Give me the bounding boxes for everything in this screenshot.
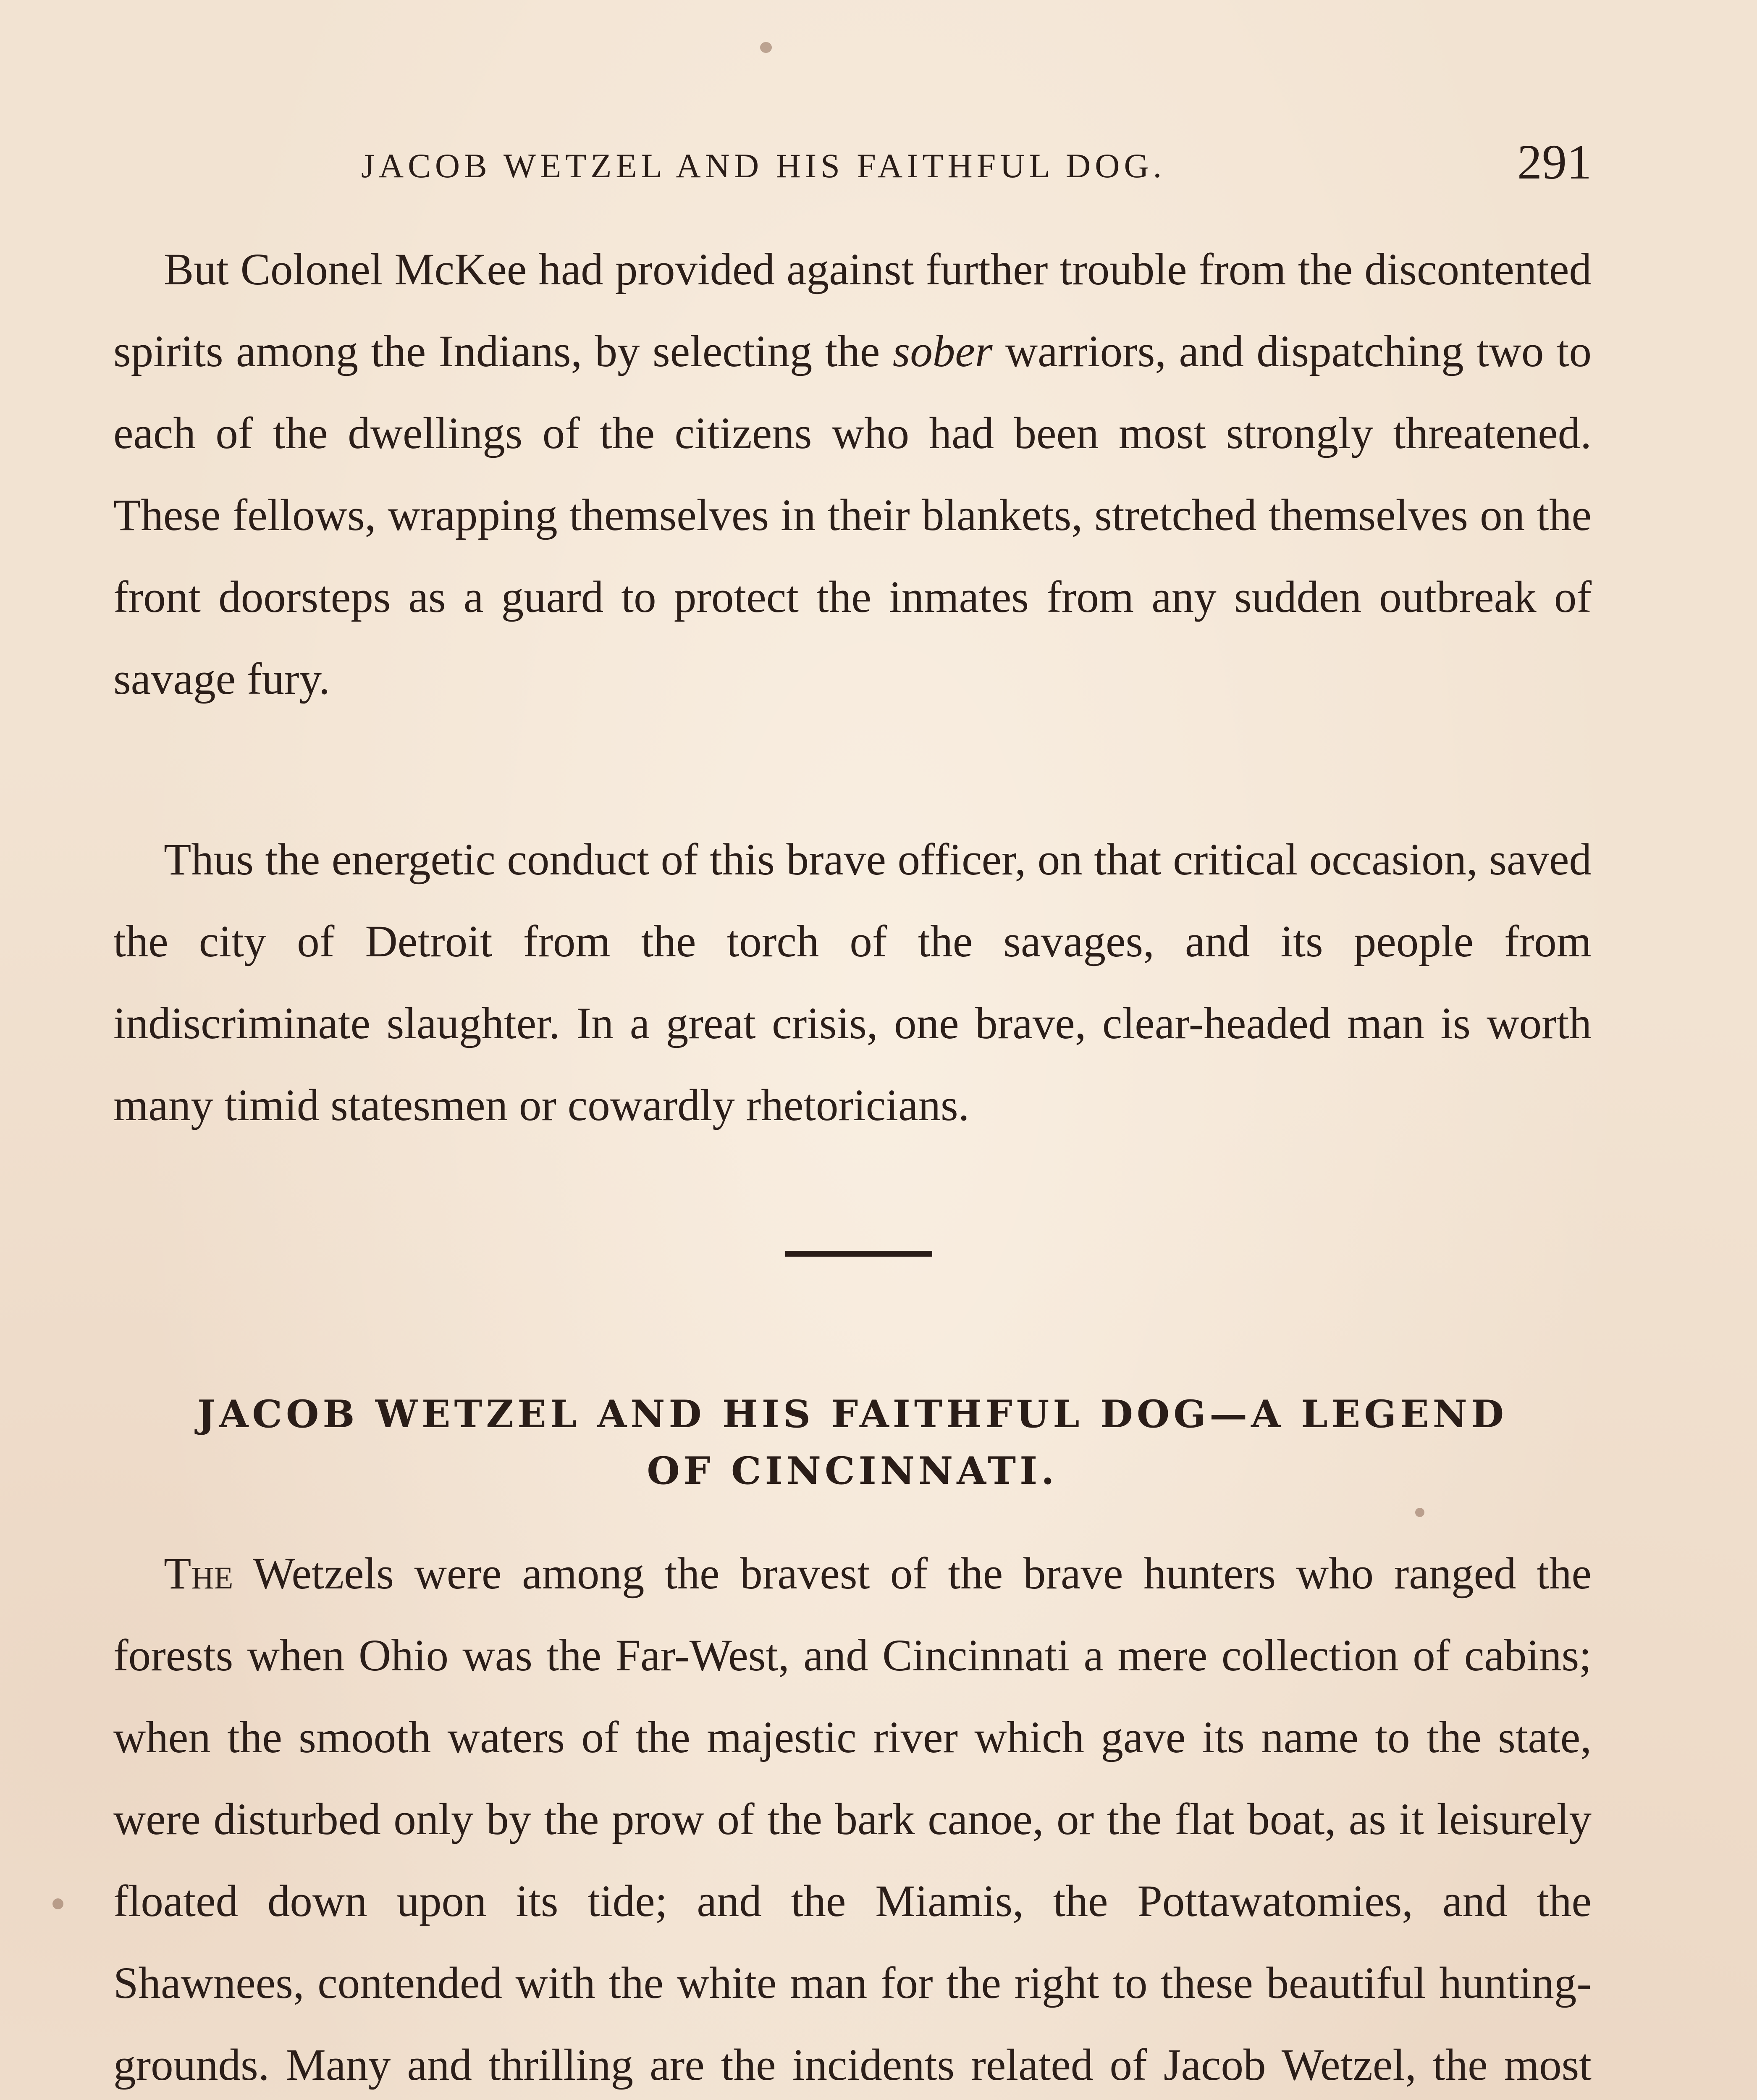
paper-speck — [52, 1898, 63, 1909]
paragraph-text: warriors, and dispatching two to each of the dwellings of the citizens who had been most strongly threatened. These fellows, wrapping themselves in their blankets, stretched themselves on the front doorsteps as a guard to protect the inmates from any sudden outbreak of savage fury. — [113, 327, 1592, 704]
section-heading-line1: JACOB WETZEL AND HIS FAITHFUL DOG—A LEGEND — [197, 1392, 1508, 1436]
paragraph-mckee-guard — [113, 229, 1592, 720]
section-divider — [785, 1251, 932, 1257]
paragraph-wetzels-intro — [113, 1533, 1592, 2100]
italic-word: sober — [892, 327, 993, 376]
paragraph-block-1 — [113, 229, 1592, 720]
paragraph-block-3 — [113, 1533, 1592, 2100]
paragraph-detroit-saved: Thus the energetic conduct of this brave officer, on that critical occasion, saved the city of Detroit from the torch of the savages, and its people from indiscriminate slaughter. In a great crisis, one brave, clear-headed man is worth many timid statesmen or cowardly rhetoricians. — [113, 835, 1592, 1130]
paragraph-text: But Colonel McKee had provided against further trouble from the discontented spirits among the Indians, by selecting the — [113, 245, 1592, 376]
running-header — [113, 134, 1592, 188]
section-heading — [113, 1386, 1592, 1499]
paper-speck — [1415, 1508, 1424, 1517]
section-heading-line2: OF CINCINNATI. — [647, 1449, 1058, 1493]
running-title: JACOB WETZEL AND HIS FAITHFUL DOG. — [361, 147, 1166, 185]
lead-word: The — [164, 1549, 233, 1599]
paper-speck — [760, 42, 772, 53]
paragraph-block-2 — [113, 819, 1592, 1147]
paragraph-text: Wetzels were among the bravest of the brave hunters who ranged the forests when Ohio was the Far-West, and Cincinnati a mere collection of cabins; when the smooth waters of the majestic river which gave its name to the state, were disturbed only by the prow of the bark canoe, or the flat boat, as it leisurely floated down upon its tide; and the Miamis, the Pottawatomies, and the Shawnees, contended with the white man for the right to these beautiful hunting-grounds. Many and thrilling are the incidents related of Jacob Wetzel, the most — [113, 1549, 1592, 2090]
page-number: 291 — [1517, 134, 1592, 189]
